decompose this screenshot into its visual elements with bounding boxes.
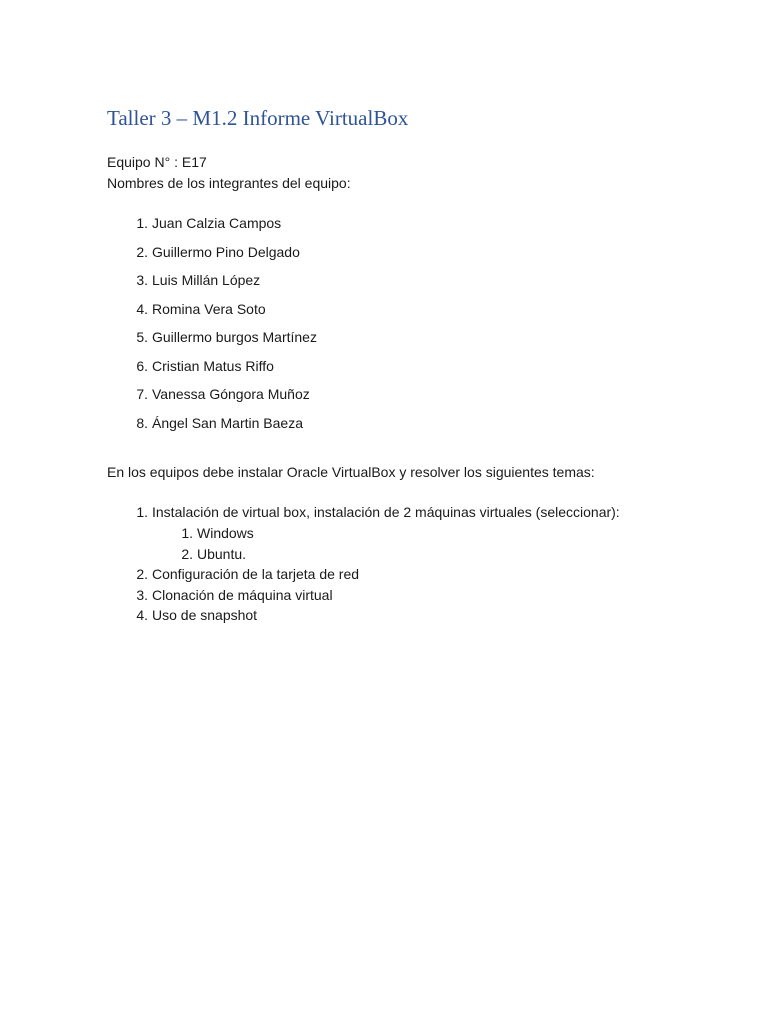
list-item bbox=[136, 503, 620, 524]
member-name: Luis Millán López bbox=[152, 272, 261, 288]
list-item bbox=[136, 414, 317, 443]
subtopic-text: Windows bbox=[197, 525, 254, 541]
list-number: 1. bbox=[181, 525, 193, 541]
member-name: Vanessa Góngora Muñoz bbox=[152, 386, 310, 402]
members-label: Nombres de los integrantes del equipo: bbox=[107, 175, 351, 191]
list-item bbox=[136, 586, 359, 607]
member-name: Romina Vera Soto bbox=[152, 300, 266, 317]
topic-text: Configuración de la tarjeta de red bbox=[152, 566, 360, 582]
member-name: Cristian Matus Riffo bbox=[152, 357, 274, 374]
list-number: 4. bbox=[136, 607, 148, 624]
list-number: 2. bbox=[181, 545, 193, 562]
list-item bbox=[136, 565, 360, 586]
list-number: 5. bbox=[136, 329, 148, 345]
member-name: Guillermo Pino Delgado bbox=[152, 243, 300, 260]
topic-text: Instalación de virtual box, instalación de 2 máquinas virtuales (seleccionar): bbox=[152, 504, 620, 520]
member-name: Guillermo burgos Martínez bbox=[152, 329, 317, 345]
subtopic-text: Ubuntu. bbox=[197, 545, 247, 562]
document-title: Taller 3 – M1.2 Informe VirtualBox bbox=[107, 106, 409, 130]
list-number: 4. bbox=[136, 300, 148, 317]
subtopics-list bbox=[181, 524, 254, 565]
list-number: 3. bbox=[136, 586, 148, 603]
member-name: Juan Calzia Campos bbox=[152, 215, 282, 231]
list-item bbox=[136, 214, 317, 243]
topic-text: Clonación de máquina virtual bbox=[152, 586, 333, 603]
list-item bbox=[136, 243, 317, 272]
list-number: 2. bbox=[136, 566, 148, 582]
list-number: 2. bbox=[136, 243, 148, 260]
list-number: 8. bbox=[136, 414, 148, 431]
team-number: Equipo N° : E17 bbox=[107, 154, 207, 170]
topic-text: Uso de snapshot bbox=[152, 607, 258, 624]
instructions-text: En los equipos debe instalar Oracle VirtualBox y resolver los siguientes temas: bbox=[107, 464, 595, 480]
list-number: 1. bbox=[136, 504, 148, 520]
member-name: Ángel San Martin Baeza bbox=[152, 414, 303, 431]
members-list bbox=[136, 214, 317, 442]
list-item bbox=[136, 606, 359, 627]
topics-list-continued bbox=[136, 565, 360, 627]
list-item bbox=[181, 524, 254, 545]
list-item bbox=[136, 328, 317, 357]
list-item bbox=[136, 357, 317, 386]
list-number: 1. bbox=[136, 215, 148, 231]
list-number: 6. bbox=[136, 357, 148, 374]
list-item bbox=[136, 385, 317, 414]
list-item bbox=[181, 545, 254, 566]
list-item bbox=[136, 300, 317, 329]
list-number: 3. bbox=[136, 272, 148, 288]
list-number: 7. bbox=[136, 386, 148, 402]
topics-list bbox=[136, 503, 620, 524]
list-item bbox=[136, 271, 317, 300]
